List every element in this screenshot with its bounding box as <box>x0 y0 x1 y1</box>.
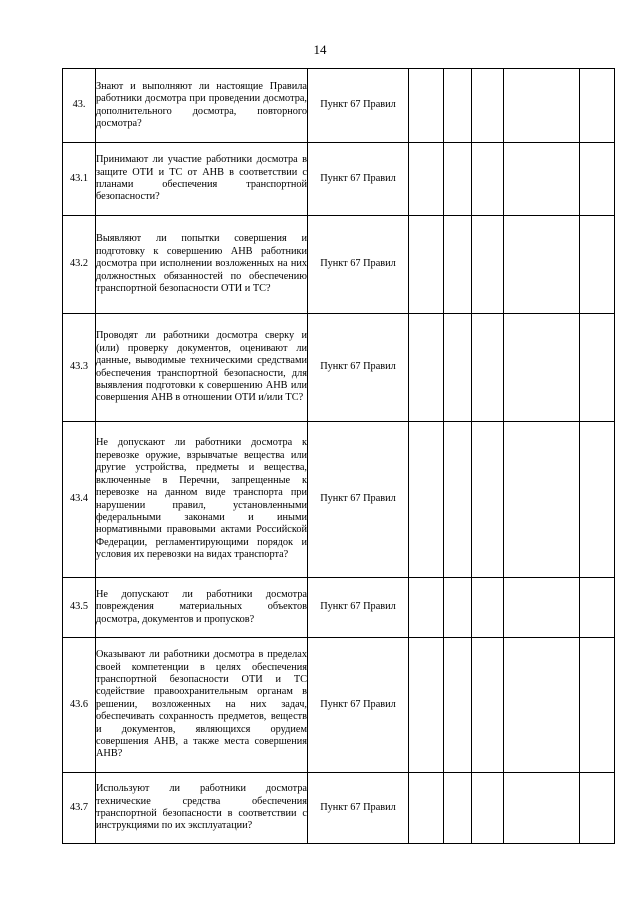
question-cell <box>96 314 308 422</box>
page-number: 14 <box>313 42 327 57</box>
answer-na-cell[interactable] <box>472 773 504 844</box>
answer-na-cell[interactable] <box>472 216 504 314</box>
item-number: 43.6 <box>63 638 96 773</box>
item-number: 43.5 <box>63 578 96 638</box>
item-number: 43.1 <box>63 143 96 216</box>
table-row <box>63 314 615 422</box>
question-cell <box>96 638 308 773</box>
answer-yes-cell[interactable] <box>409 143 444 216</box>
answer-na-cell[interactable] <box>472 314 504 422</box>
item-number: 43.3 <box>63 314 96 422</box>
details-cell[interactable] <box>504 422 580 578</box>
reference-cell: Пункт 67 Правил <box>308 422 409 578</box>
question-text: Знают и выполняют ли настоящие Правила работники досмотра при проведении досмотра, дополнительного досмотра, повторного досмотра? <box>96 80 307 129</box>
notes-cell[interactable] <box>580 314 615 422</box>
notes-cell[interactable] <box>580 773 615 844</box>
question-cell <box>96 578 308 638</box>
answer-no-cell[interactable] <box>444 314 472 422</box>
notes-cell[interactable] <box>580 578 615 638</box>
table-row <box>63 422 615 578</box>
reference-cell: Пункт 67 Правил <box>308 638 409 773</box>
details-cell[interactable] <box>504 216 580 314</box>
answer-no-cell[interactable] <box>444 69 472 143</box>
table-row <box>63 216 615 314</box>
question-text: Оказывают ли работники досмотра в пределах своей компетенции в целях обеспечения транспортной безопасности ОТИ и ТС содействие правоохранительным органам в решении, возложенных на них задач, обеспечивать сохранность предметов, веществ и документов, являющихся орудием совершения АНВ, а также места совершения АНВ? <box>96 649 307 760</box>
table-row <box>63 578 615 638</box>
notes-cell[interactable] <box>580 422 615 578</box>
details-cell[interactable] <box>504 638 580 773</box>
answer-yes-cell[interactable] <box>409 314 444 422</box>
answer-yes-cell[interactable] <box>409 773 444 844</box>
item-number: 43.7 <box>63 773 96 844</box>
details-cell[interactable] <box>504 69 580 143</box>
question-cell <box>96 216 308 314</box>
table-row <box>63 143 615 216</box>
details-cell[interactable] <box>504 773 580 844</box>
question-text: Используют ли работники досмотра технические средства обеспечения транспортной безопасности в соответствии с инструкциями по их эксплуатации? <box>96 783 307 832</box>
notes-cell[interactable] <box>580 638 615 773</box>
reference-cell: Пункт 67 Правил <box>308 773 409 844</box>
answer-yes-cell[interactable] <box>409 578 444 638</box>
reference-cell: Пункт 67 Правил <box>308 69 409 143</box>
answer-na-cell[interactable] <box>472 69 504 143</box>
question-cell <box>96 773 308 844</box>
question-text: Не допускают ли работники досмотра повреждения материальных объектов досмотра, документов и пропусков? <box>96 588 307 625</box>
notes-cell[interactable] <box>580 69 615 143</box>
question-cell <box>96 422 308 578</box>
notes-cell[interactable] <box>580 216 615 314</box>
answer-na-cell[interactable] <box>472 143 504 216</box>
table-row <box>63 638 615 773</box>
answer-no-cell[interactable] <box>444 143 472 216</box>
answer-no-cell[interactable] <box>444 216 472 314</box>
table-row <box>63 69 615 143</box>
answer-no-cell[interactable] <box>444 773 472 844</box>
item-number: 43.2 <box>63 216 96 314</box>
question-cell <box>96 143 308 216</box>
answer-na-cell[interactable] <box>472 422 504 578</box>
answer-no-cell[interactable] <box>444 638 472 773</box>
question-text: Выявляют ли попытки совершения и подготовку к совершению АНВ работники досмотра при исполнении возложенных на них должностных обязанностей по обеспечению транспортной безопасности ОТИ и ТС? <box>96 233 307 295</box>
item-number: 43.4 <box>63 422 96 578</box>
table-row <box>63 773 615 844</box>
details-cell[interactable] <box>504 314 580 422</box>
answer-na-cell[interactable] <box>472 578 504 638</box>
answer-yes-cell[interactable] <box>409 216 444 314</box>
answer-yes-cell[interactable] <box>409 638 444 773</box>
details-cell[interactable] <box>504 143 580 216</box>
checklist-table <box>62 68 615 844</box>
answer-yes-cell[interactable] <box>409 422 444 578</box>
answer-no-cell[interactable] <box>444 578 472 638</box>
details-cell[interactable] <box>504 578 580 638</box>
reference-cell: Пункт 67 Правил <box>308 314 409 422</box>
reference-cell: Пункт 67 Правил <box>308 216 409 314</box>
question-text: Не допускают ли работники досмотра к перевозке оружие, взрывчатые вещества или другие устройства, предметы и вещества, включенные в Перечни, запрещенные к перевозке на данном виде транспорта при нарушении правил, установленными федеральными законами и иными нормативными правовыми актами Российской Федерации, регламентирующими порядок и условия их перевозки на видах транспорта? <box>96 437 307 561</box>
answer-no-cell[interactable] <box>444 422 472 578</box>
answer-na-cell[interactable] <box>472 638 504 773</box>
question-cell <box>96 69 308 143</box>
reference-cell: Пункт 67 Правил <box>308 143 409 216</box>
notes-cell[interactable] <box>580 143 615 216</box>
reference-cell: Пункт 67 Правил <box>308 578 409 638</box>
question-text: Проводят ли работники досмотра сверку и (или) проверку документов, оценивают ли данные, выводимые техническими средствами обеспечения транспортной безопасности, для выявления подготовки к совершению АНВ или совершения АНВ в отношении ОТИ и/или ТС? <box>96 330 307 404</box>
item-number: 43. <box>63 69 96 143</box>
answer-yes-cell[interactable] <box>409 69 444 143</box>
question-text: Принимают ли участие работники досмотра в защите ОТИ и ТС от АНВ в соответствии с планами обеспечения транспортной безопасности? <box>96 154 307 203</box>
